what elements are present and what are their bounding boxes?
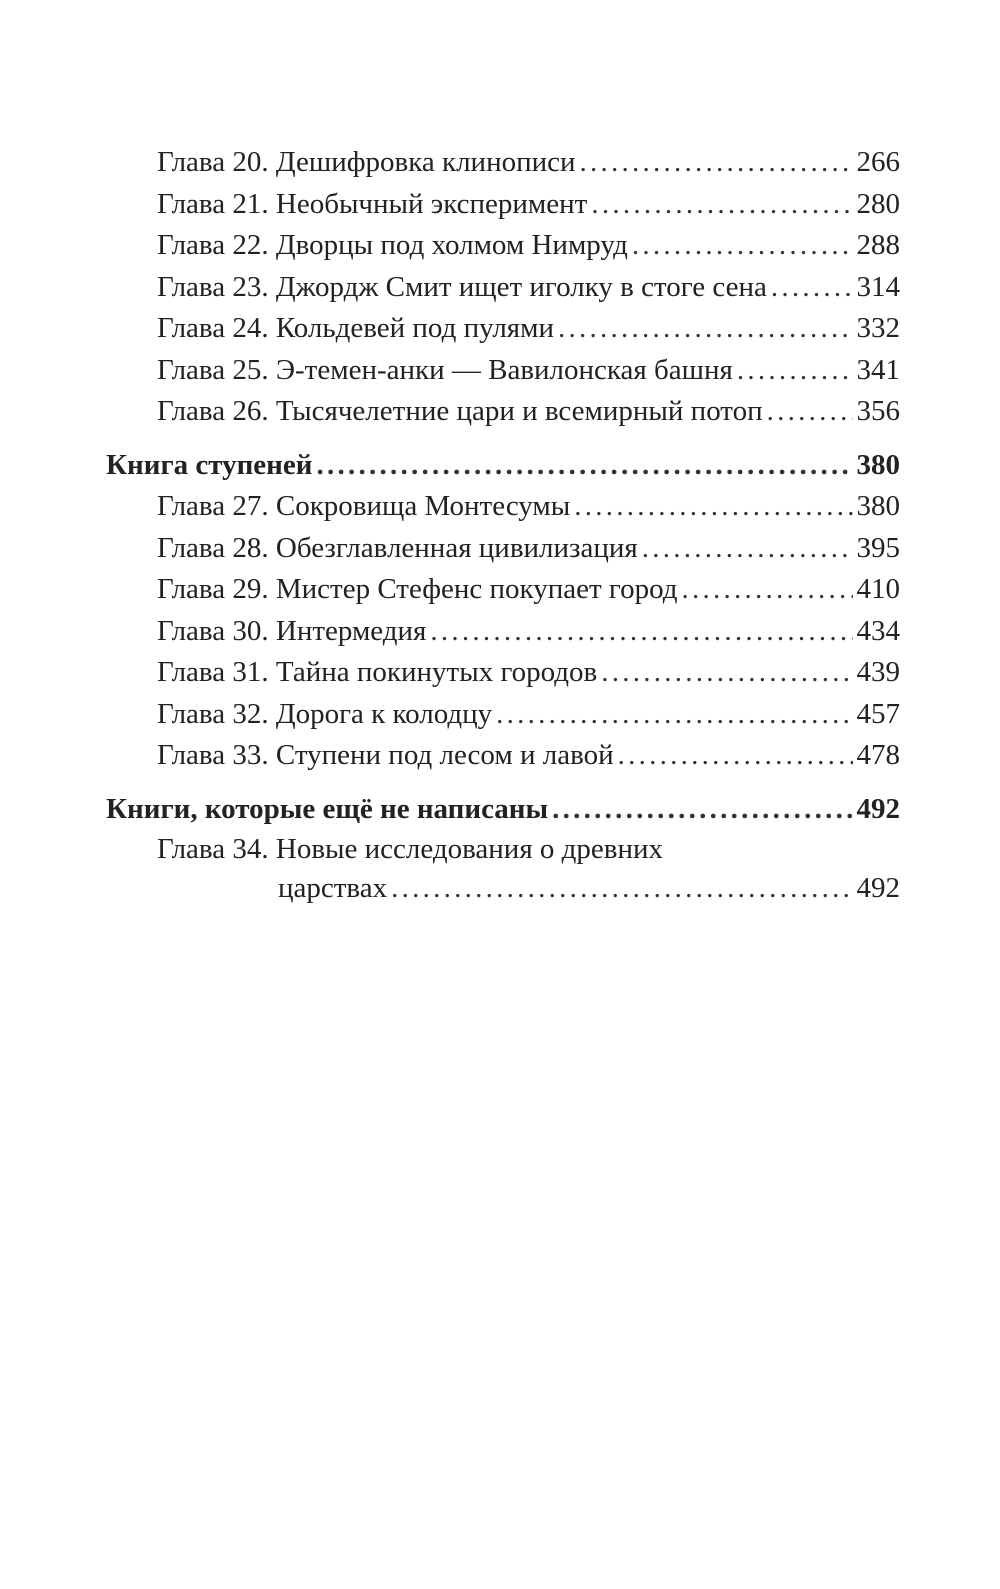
dot-leader [767,391,853,433]
dot-leader [316,445,852,487]
chapter-title: Интермедия [275,614,427,647]
chapter-number: Глава 31. [157,656,269,688]
chapter-title: Необычный эксперимент [275,187,588,220]
dot-leader [552,789,852,831]
book-title: Книга ступеней [106,448,313,481]
toc-entry-chapter-25[interactable] [106,350,900,392]
dot-leader [580,142,853,184]
dot-leader [737,350,853,392]
toc-entry-chapter-32[interactable] [106,694,900,736]
dot-leader [632,225,853,267]
chapter-number: Глава 34. [157,833,269,865]
toc-entry-chapter-24[interactable] [106,308,900,350]
dot-leader [574,486,852,528]
table-of-contents [106,142,900,910]
toc-entry-chapter-21[interactable] [106,184,900,226]
page-number: 288 [856,229,900,261]
toc-entry-chapter-33[interactable] [106,735,900,777]
chapter-title: Мистер Стефенс покупает город [275,573,678,605]
toc-entry-chapter-29[interactable] [106,569,900,611]
toc-entry-chapter-31[interactable] [106,652,900,694]
toc-entry-chapter-30[interactable] [106,611,900,653]
chapter-number: Глава 30. [157,614,269,647]
toc-entry-chapter-23[interactable] [106,267,900,309]
page-number: 492 [856,872,900,904]
page-number: 395 [856,531,900,564]
dot-leader [430,611,852,653]
chapter-title: Тысячелетние цари и всемирный потоп [275,395,763,427]
page-number: 266 [856,146,900,178]
page-number: 380 [856,448,900,481]
page-number: 341 [856,353,900,386]
chapter-number: Глава 27. [157,490,269,522]
chapter-title: Ступени под лесом и лавой [275,739,614,771]
toc-entry-book-unwritten[interactable] [106,789,900,831]
page-number: 410 [856,573,900,605]
chapter-title: Кольдевей под пулями [275,312,554,344]
toc-entry-chapter-34-line1 [106,830,900,868]
chapter-title: Сокровища Монтесумы [275,490,571,522]
dot-leader [496,694,852,736]
chapter-number: Глава 21. [157,187,269,220]
chapter-number: Глава 29. [157,573,269,605]
dot-leader [558,308,853,350]
chapter-number: Глава 28. [157,531,269,564]
toc-entry-chapter-27[interactable] [106,486,900,528]
page-number: 280 [856,187,900,220]
toc-entry-chapter-26[interactable] [106,391,900,433]
chapter-number: Глава 26. [157,395,269,427]
page-number: 314 [856,270,900,303]
page-number: 356 [856,395,900,427]
chapter-title: Джордж Смит ищет иголку в стоге сена [275,270,767,303]
chapter-title: Тайна покинутых городов [275,656,598,688]
page-number: 439 [856,656,900,688]
chapter-title: Дворцы под холмом Нимруд [275,229,628,261]
chapter-number: Глава 23. [157,270,269,303]
toc-entry-chapter-20[interactable] [106,142,900,184]
chapter-number: Глава 32. [157,697,269,730]
chapter-number: Глава 24. [157,312,269,344]
dot-leader [682,569,853,611]
chapter-title-line2: царствах [278,872,388,904]
chapter-title: Дешифровка клинописи [275,146,576,178]
page-number: 380 [856,490,900,522]
chapter-number: Глава 33. [157,739,269,771]
chapter-title-line1: Новые исследования о древних [275,833,664,865]
page-number: 478 [856,739,900,771]
page-number: 492 [856,792,900,825]
dot-leader [771,267,853,309]
dot-leader [618,735,853,777]
page-number: 332 [856,312,900,344]
page-number: 434 [856,614,900,647]
toc-entry-chapter-34[interactable] [106,830,900,910]
toc-entry-book-steps[interactable] [106,445,900,487]
toc-entry-chapter-22[interactable] [106,225,900,267]
chapter-number: Глава 20. [157,146,269,178]
chapter-title: Обезглавленная цивилизация [275,531,638,564]
chapter-title: Э-темен-анки — Вавилонская башня [275,353,733,386]
dot-leader [591,184,852,226]
chapter-title: Дорога к колодцу [275,697,493,730]
page-number: 457 [856,697,900,730]
dot-leader [391,868,852,910]
book-title: Книги, которые ещё не написаны [106,792,549,825]
toc-entry-chapter-34-line2 [106,868,900,910]
dot-leader [601,652,852,694]
chapter-number: Глава 22. [157,229,269,261]
chapter-number: Глава 25. [157,353,269,386]
dot-leader [642,528,853,570]
toc-entry-chapter-28[interactable] [106,528,900,570]
